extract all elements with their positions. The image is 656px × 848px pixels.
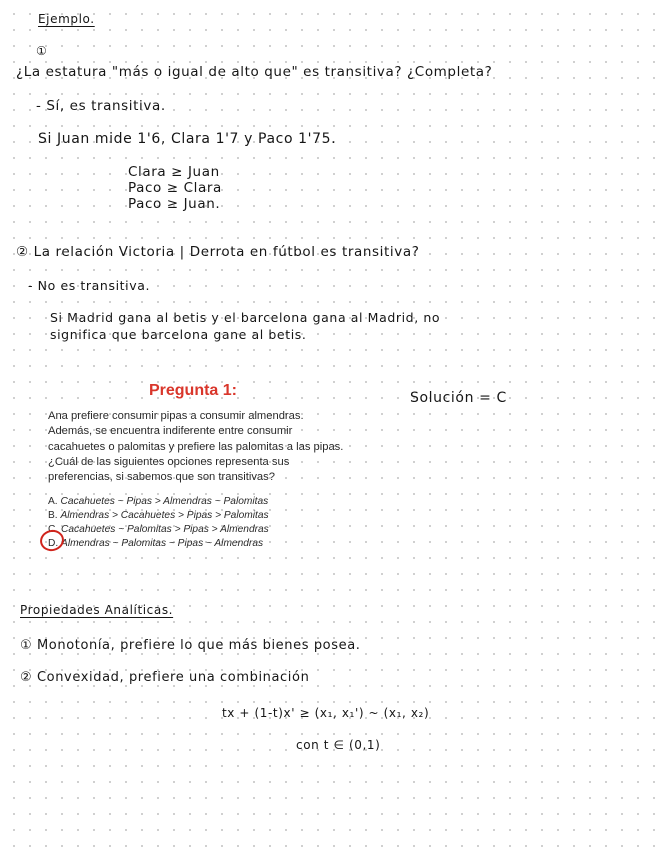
notes-title: Ejemplo.	[38, 12, 95, 26]
question-2-text: ② La relación Victoria | Derrota en fútbol es transitiva?	[16, 244, 420, 260]
relation-line: Paco ≥ Juan.	[128, 196, 221, 212]
item-number: ①	[36, 44, 48, 58]
option-d	[48, 537, 348, 551]
example-1-text: Si Juan mide 1'6, Clara 1'7 y Paco 1'75.	[38, 131, 337, 147]
question-card-body: Ana prefiere consumir pipas a consumir almendras. Además, se encuentra indiferente entre consumir cacahuetes o palomitas y prefiere las palomitas a las pipas. ¿Cuál de las siguientes opciones representa sus preferencias, si sabemos que son transitivas?	[48, 410, 344, 484]
option-letter: D.	[48, 537, 59, 549]
answer-2-text: - No es transitiva.	[28, 278, 151, 293]
option-text: Cacahuetes ~ Palomitas > Pipas > Almendras	[61, 524, 269, 536]
option-letter: C.	[48, 524, 59, 536]
properties-title: Propiedades Analíticas.	[20, 603, 174, 617]
example-2-line: Si Madrid gana al betis y el barcelona gana al Madrid, no	[50, 310, 441, 325]
option-text: Almendras > Cacahuetes > Pipas > Palomitas	[60, 510, 269, 522]
answer-1-text: - Sí, es transitiva.	[36, 98, 166, 114]
property-2-text: ② Convexidad, prefiere una combinación	[20, 670, 310, 685]
relation-line: Paco ≥ Clara	[128, 180, 222, 196]
example-2-text	[50, 309, 440, 343]
convexity-formula: tx + (1-t)x' ≥ (x₁, x₁') ~ (x₁, x₂)	[222, 706, 430, 720]
options-list	[48, 495, 348, 550]
convexity-condition: con t ∈ (0,1)	[296, 738, 381, 752]
option-a	[48, 495, 348, 509]
option-b	[48, 509, 348, 523]
relation-line: Clara ≥ Juan	[128, 164, 220, 180]
example-2-line: significa que barcelona gane al betis.	[50, 327, 307, 342]
option-text: Cacahuetes ~ Pipas > Almendras ~ Palomitas	[60, 496, 269, 508]
question-card	[48, 382, 348, 551]
question-card-title: Pregunta 1:	[148, 382, 237, 399]
property-1-text: ① Monotonía, prefiere lo que más bienes posea.	[20, 638, 361, 653]
option-c	[48, 523, 348, 537]
option-text: Almendras ~ Palomitas ~ Pipas ~ Almendras	[61, 537, 264, 549]
option-letter: B.	[48, 510, 58, 522]
solution-text: Solución = C	[410, 390, 507, 406]
option-letter: A.	[48, 496, 58, 508]
question-1-text: ¿La estatura "más o igual de alto que" es transitiva? ¿Completa?	[16, 64, 493, 80]
